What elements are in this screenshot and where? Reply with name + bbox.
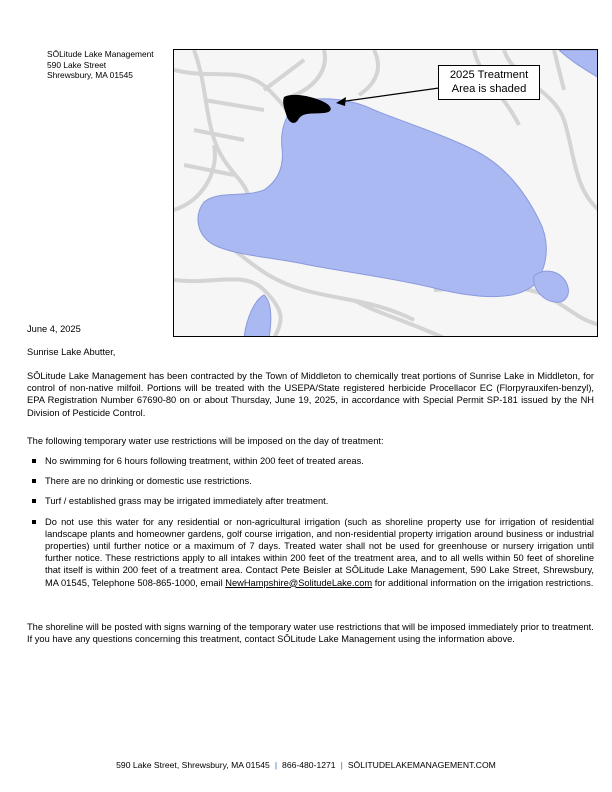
footer-website[interactable]: SŌLITUDELAKEMANAGEMENT.COM xyxy=(347,760,496,770)
letter-date: June 4, 2025 xyxy=(27,324,81,334)
sender-street: 590 Lake Street xyxy=(47,59,107,70)
restrictions-list xyxy=(27,455,594,597)
sender-city: Shrewsbury, MA 01545 xyxy=(47,70,133,81)
page-footer xyxy=(0,760,612,771)
letter-greeting: Sunrise Lake Abutter, xyxy=(27,347,116,357)
sender-name: SŌLitude Lake Management xyxy=(47,49,154,59)
treatment-area-callout xyxy=(438,65,540,100)
footer-phone: 866-480-1271 xyxy=(282,760,336,770)
callout-line-1: 2025 Treatment xyxy=(449,69,529,81)
irrigation-restriction-text: Do not use this water for any residential or non-agricultural irrigation (such as shoreline property use for irrigation of residential landscape plants and homeowner gardens, golf course irrigation, and non-residential property irrigation around business or industrial properties) until further notice or a maximum of 7 days. Treated water shall not be used for greenhouse or nursery irrigation until further notice. These restrictions apply to all intakes within 200 feet of the treatment area, and to all wells within 50 feet of shoreline that itself is within 200 feet of a treatment area. Contact Pete Beisler at SŌLitude Lake Management, 590 Lake Street, Shrewsbury, MA 01545, Telephone 508-865-1000, email xyxy=(45,516,594,588)
restriction-item: Turf / established grass may be irrigated immediately after treatment. xyxy=(27,495,594,507)
contact-email-link[interactable]: NewHampshire@SolitudeLake.com xyxy=(225,577,373,588)
restrictions-intro: The following temporary water use restrictions will be imposed on the day of treatment: xyxy=(27,436,384,446)
irrigation-restriction-tail: for additional information on the irrigation restrictions. xyxy=(374,577,594,588)
intro-paragraph: SŌLitude Lake Management has been contracted by the Town of Middleton to chemically treat portions of Sunrise Lake in Middleton, for control of non-native milfoil. Portions will be treated with the USEPA/State registered herbicide Procellacor EC (Florpyrauxifen-benzyl), EPA Registration Number 67690-80 on or about Thursday, June 19, 2025, in accordance with Special Permit SP-181 issued by the NH Division of Pesticide Control. xyxy=(27,371,594,418)
footer-address: 590 Lake Street, Shrewsbury, MA 01545 xyxy=(116,760,270,770)
footer-separator: | xyxy=(340,760,343,770)
closing-paragraph: The shoreline will be posted with signs warning of the temporary water use restrictions that will be imposed immediately prior to treatment. If you have any questions concerning this treatment, contact SŌLitude Lake Management using the information above. xyxy=(27,622,594,645)
sender-address-block xyxy=(47,49,154,81)
irrigation-restriction-item xyxy=(27,516,594,589)
restriction-item: There are no drinking or domestic use restrictions. xyxy=(27,475,594,487)
footer-separator: | xyxy=(274,760,278,770)
callout-line-2: Area is shaded xyxy=(451,83,527,95)
restriction-item: No swimming for 6 hours following treatment, within 200 feet of treated areas. xyxy=(27,455,594,467)
